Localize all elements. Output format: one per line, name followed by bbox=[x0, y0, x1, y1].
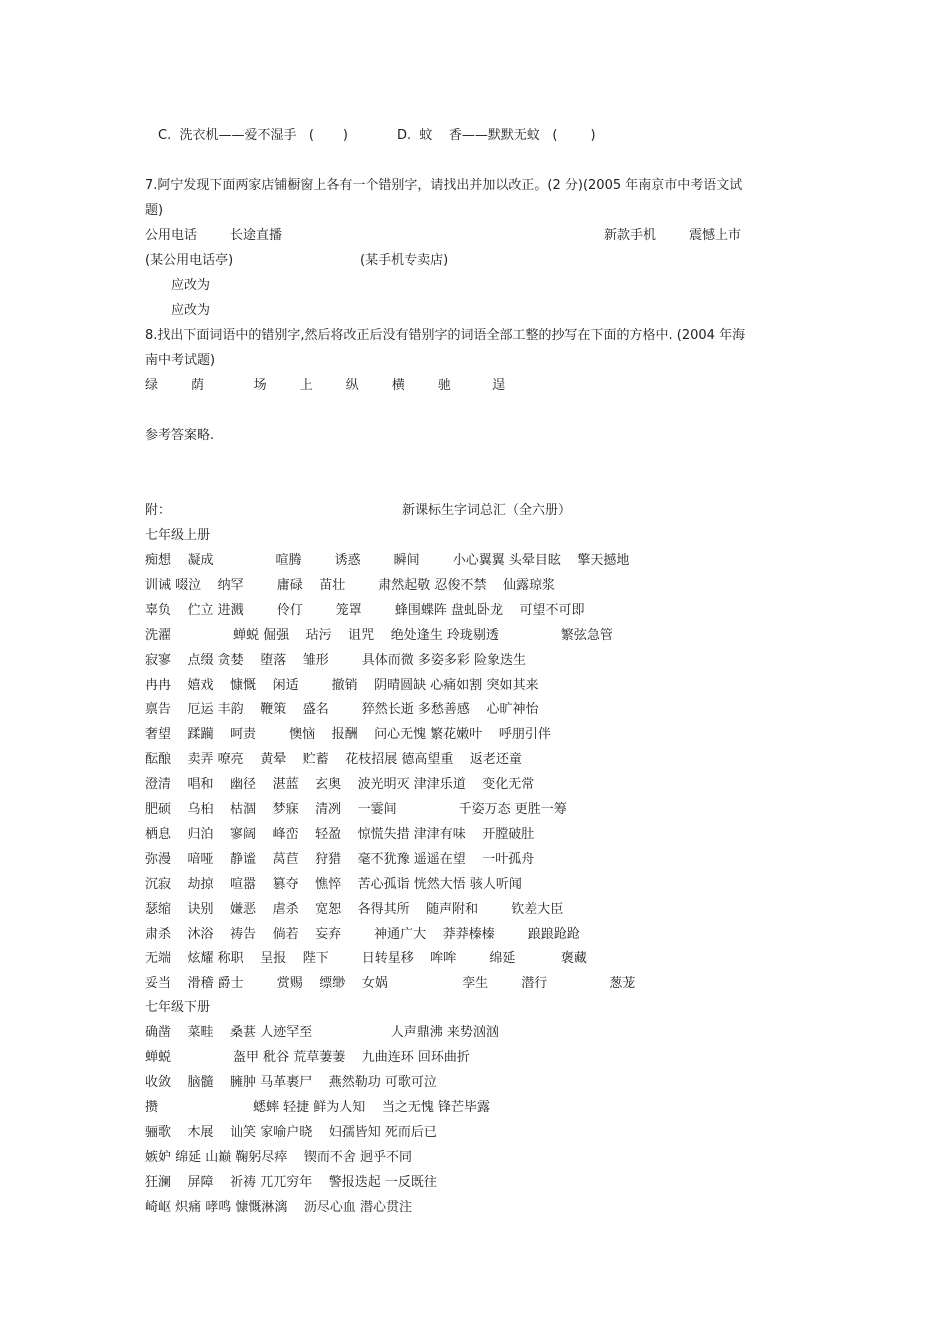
vocab-row: 禀告 厄运 丰韵 鞭策 盛名 猝然长逝 多愁善感 心旷神怡 bbox=[145, 702, 539, 717]
q7-prompt-line1: 7.阿宁发现下面两家店铺橱窗上各有一个错别字，请找出并加以改正。(2 分)(2005 年南京市中考语文试 bbox=[145, 178, 743, 193]
q6-option-d: D. 蚊 香——默默无蚊 ( ) bbox=[397, 128, 596, 143]
q8-prompt-line2: 南中考试题) bbox=[145, 353, 216, 368]
vocab-row: 冉冉 嬉戏 慷慨 闲适 撤销 阴晴圆缺 心痛如割 突如其来 bbox=[145, 678, 539, 693]
answer-note: 参考答案略. bbox=[145, 428, 215, 443]
vocab-row: 寂寥 点缀 贪婪 堕落 雏形 具体而微 多姿多彩 险象迭生 bbox=[145, 653, 527, 668]
vocab-row: 肥硕 乌桕 枯涸 梦寐 清冽 一霎间 千姿万态 更胜一筹 bbox=[145, 802, 567, 817]
vocab-row: 澄清 唱和 幽径 湛蓝 玄奥 波光明灭 津津乐道 变化无常 bbox=[145, 777, 535, 792]
vocab-row: 蝉蜕 盔甲 秕谷 荒草萋萋 九曲连环 回环曲折 bbox=[145, 1050, 470, 1065]
vocab-row: 痴想 凝成 喧腾 诱惑 瞬间 小心翼翼 头晕目眩 擎天撼地 bbox=[145, 553, 630, 568]
vocab-row: 栖息 归泊 寥阔 峰峦 轻盈 惊慌失措 津津有味 开膛破肚 bbox=[145, 827, 535, 842]
vocab-row: 确凿 菜畦 桑葚 人迹罕至 人声鼎沸 来势汹汹 bbox=[145, 1025, 499, 1040]
grade7b-heading: 七年级下册 bbox=[145, 1000, 211, 1015]
q7-store-right: (某手机专卖店) bbox=[360, 253, 449, 268]
q7-store-left: (某公用电话亭) bbox=[145, 253, 234, 268]
vocab-row: 肃杀 沐浴 祷告 倘若 妄弃 神通广大 莽莽榛榛 踉踉跄跄 bbox=[145, 927, 580, 942]
vocab-row: 酝酿 卖弄 嘹亮 黄晕 贮蓄 花枝招展 德高望重 返老还童 bbox=[145, 752, 522, 767]
vocab-row: 奢望 蹂躏 呵责 懊恼 报酬 问心无愧 繁花嫩叶 呼朋引伴 bbox=[145, 727, 551, 742]
appendix-label: 附： bbox=[145, 503, 172, 518]
vocab-row: 收敛 脑髓 臃肿 马革裹尸 燕然勒功 可歌可泣 bbox=[145, 1075, 437, 1090]
q7-sign-right: 新款手机 震憾上市 bbox=[604, 228, 742, 243]
q7-answer-2: 应改为 bbox=[171, 303, 211, 318]
appendix-title: 新课标生字词总汇（全六册） bbox=[402, 503, 572, 518]
vocab-row: 无端 炫耀 称职 呈报 陛下 日转星移 哞哞 绵延 褒藏 bbox=[145, 951, 587, 966]
vocab-row: 洗濯 蝉蜕 倔强 玷污 诅咒 绝处逢生 玲珑剔透 繁弦急管 bbox=[145, 628, 613, 643]
q8-words: 绿 荫 场 上 纵 横 驰 逞 bbox=[145, 378, 506, 393]
vocab-row: 弥漫 喑哑 静谧 莴苣 狩猎 毫不犹豫 遥遥在望 一叶孤舟 bbox=[145, 852, 535, 867]
vocab-row: 嫉妒 绵延 山巅 鞠躬尽瘁 锲而不舍 迥乎不同 bbox=[145, 1150, 413, 1165]
q7-sign-left: 公用电话 长途直播 bbox=[145, 228, 283, 243]
vocab-row: 沉寂 劫掠 喧嚣 篡夺 憔悴 苦心孤诣 恍然大悟 骇人听闻 bbox=[145, 877, 522, 892]
vocab-row: 训诫 啜泣 纳罕 庸碌 苗壮 肃然起敬 忍俊不禁 仙露琼浆 bbox=[145, 578, 555, 593]
q7-prompt-line2: 题) bbox=[145, 203, 164, 218]
vocab-row: 攒 蟋蟀 轻捷 鲜为人知 当之无愧 锋芒毕露 bbox=[145, 1100, 490, 1115]
vocab-row: 瑟缩 诀别 嫌恶 虐杀 宽恕 各得其所 随声附和 钦差大臣 bbox=[145, 902, 564, 917]
grade7a-heading: 七年级上册 bbox=[145, 528, 211, 543]
vocab-row: 骊歌 木展 讪笑 家喻户晓 妇孺皆知 死而后已 bbox=[145, 1125, 437, 1140]
vocab-row: 崎岖 炽痛 哮鸣 慷慨淋漓 沥尽心血 潜心贯注 bbox=[145, 1200, 413, 1215]
vocab-row: 辜负 伫立 进溅 伶仃 笼罩 蜂围蝶阵 盘虬卧龙 可望不可即 bbox=[145, 603, 585, 618]
q6-option-c: C. 洗衣机——爱不湿手 ( ) bbox=[158, 128, 348, 143]
q8-prompt-line1: 8.找出下面词语中的错别字,然后将改正后没有错别字的词语全部工整的抄写在下面的方格中. (2004 年海 bbox=[145, 328, 746, 343]
q7-answer-1: 应改为 bbox=[171, 278, 211, 293]
vocab-row: 妥当 滑稽 爵士 赏赐 缥缈 女娲 孪生 潜行 葱茏 bbox=[145, 976, 636, 991]
vocab-row: 狂澜 屏障 祈祷 兀兀穷年 警报迭起 一反既往 bbox=[145, 1175, 437, 1190]
